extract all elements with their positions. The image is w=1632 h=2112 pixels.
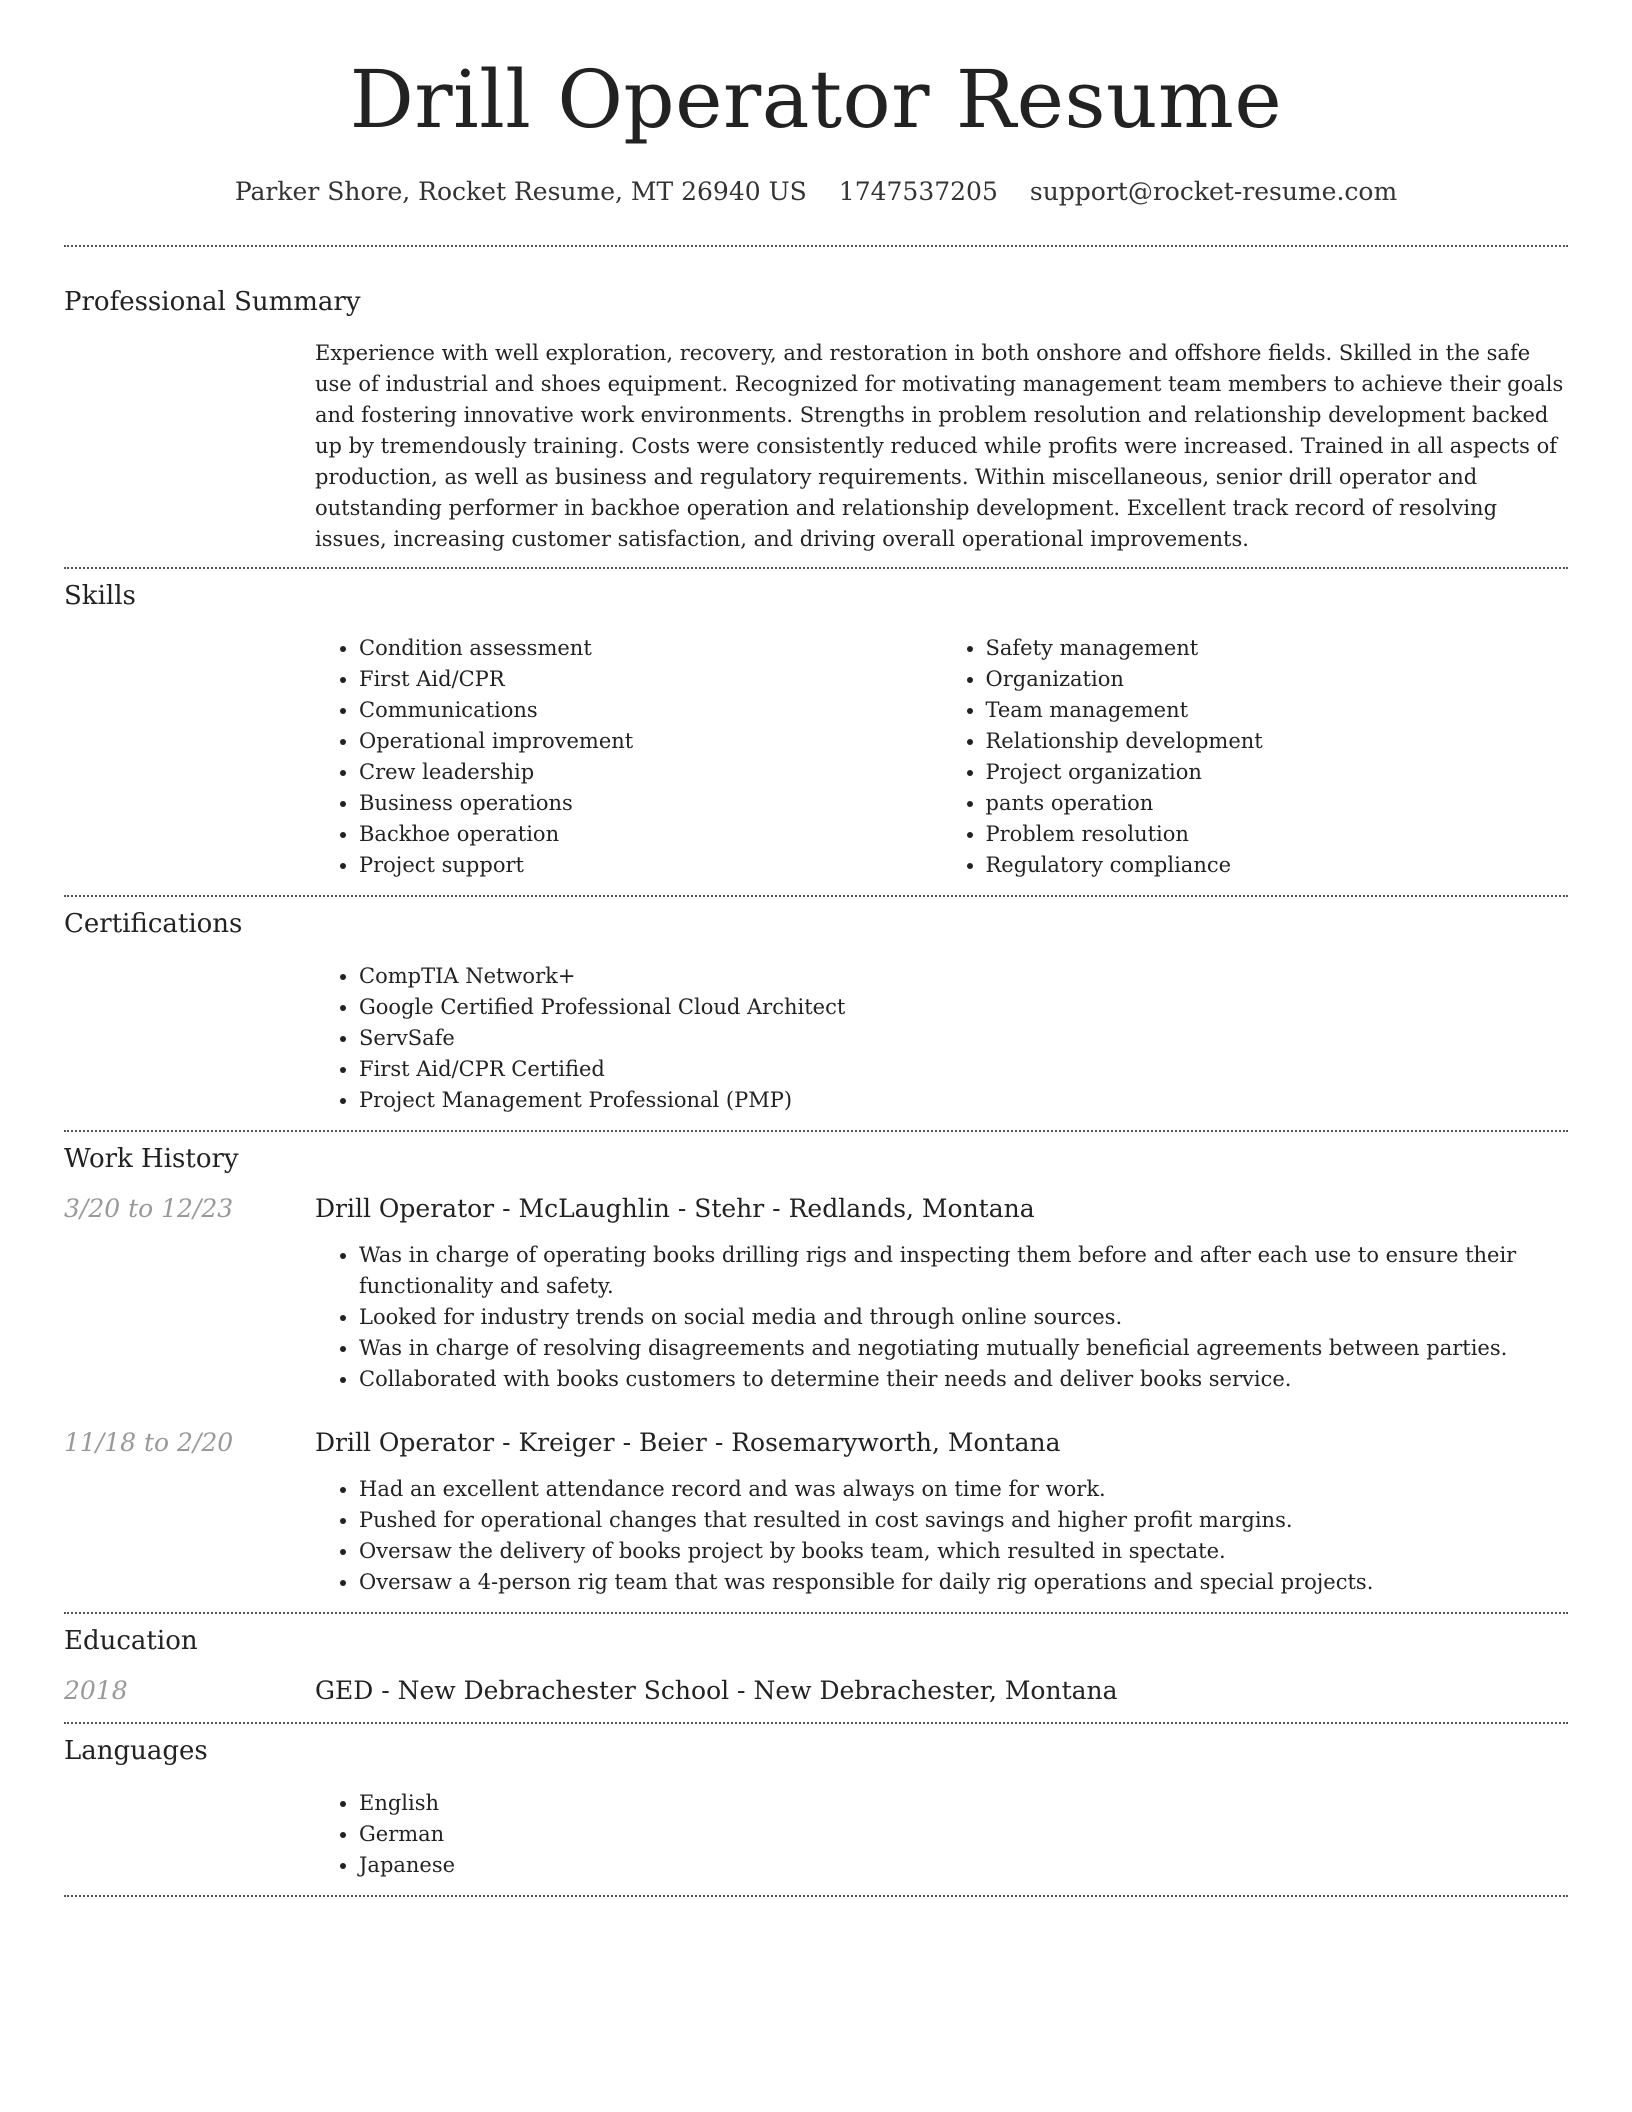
skill-item: • Relationship development xyxy=(986,726,1569,757)
job-bullets xyxy=(315,1240,1568,1395)
languages-section xyxy=(64,1724,1568,1895)
resume-title: Drill Operator Resume xyxy=(349,53,1283,146)
skill-item: • Communications xyxy=(359,695,942,726)
job-dates: 11/18 to 2/20 xyxy=(64,1428,234,1457)
skill-item: • Business operations xyxy=(359,788,942,819)
languages-content xyxy=(315,1788,1568,1881)
skill-item: • Regulatory compliance xyxy=(986,850,1569,881)
skill-item: • Team management xyxy=(986,695,1569,726)
skills-columns xyxy=(315,633,1568,881)
summary-heading: Professional Summary xyxy=(64,287,361,317)
job-bullet: • Pushed for operational changes that resulted in cost savings and higher profit margins. xyxy=(359,1505,1568,1536)
divider xyxy=(64,1895,1568,1897)
skill-item: • Crew leadership xyxy=(359,757,942,788)
languages-heading: Languages xyxy=(64,1736,208,1766)
skill-item: • Condition assessment xyxy=(359,633,942,664)
job-bullet: • Had an excellent attendance record and was always on time for work. xyxy=(359,1474,1568,1505)
job-entry xyxy=(64,1192,1568,1395)
language-item: • German xyxy=(359,1819,1568,1850)
certifications-section xyxy=(64,897,1568,1130)
job-title: Drill Operator - McLaughlin - Stehr - Redlands, Montana xyxy=(315,1194,1035,1223)
education-entry xyxy=(64,1674,1568,1708)
certifications-heading: Certifications xyxy=(64,909,243,939)
job-bullet: • Collaborated with books customers to determine their needs and deliver books service. xyxy=(359,1364,1568,1395)
contact-email: support@rocket-resume.com xyxy=(1029,177,1398,206)
certification-item: • Project Management Professional (PMP) xyxy=(359,1085,1568,1116)
skill-item: • First Aid/CPR xyxy=(359,664,942,695)
education-detail: GED - New Debrachester School - New Debrachester, Montana xyxy=(315,1676,1118,1705)
certification-item: • First Aid/CPR Certified xyxy=(359,1054,1568,1085)
certifications-content xyxy=(315,961,1568,1116)
job-header xyxy=(64,1192,1568,1226)
languages-list xyxy=(315,1788,1568,1881)
job-bullet: • Oversaw a 4-person rig team that was responsible for daily rig operations and special projects. xyxy=(359,1567,1568,1598)
job-bullets xyxy=(315,1474,1568,1598)
language-item: • English xyxy=(359,1788,1568,1819)
language-item: • Japanese xyxy=(359,1850,1568,1881)
education-section xyxy=(64,1614,1568,1722)
job-header xyxy=(64,1426,1568,1460)
work-history-section xyxy=(64,1132,1568,1612)
job-dates: 3/20 to 12/23 xyxy=(64,1194,234,1223)
job-bullet: • Oversaw the delivery of books project by books team, which resulted in spectate. xyxy=(359,1536,1568,1567)
job-bullet: • Looked for industry trends on social media and through online sources. xyxy=(359,1302,1568,1333)
summary-content xyxy=(315,338,1568,555)
job-bullet: • Was in charge of operating books drilling rigs and inspecting them before and after each use to ensure their functionality and safety. xyxy=(359,1240,1568,1302)
resume-page xyxy=(64,0,1568,1897)
contact-line xyxy=(64,176,1568,208)
skills-section xyxy=(64,569,1568,895)
education-heading: Education xyxy=(64,1626,198,1656)
job-bullet: • Was in charge of resolving disagreements and negotiating mutually beneficial agreements between parties. xyxy=(359,1333,1568,1364)
contact-phone: 1747537205 xyxy=(838,177,998,206)
skill-item: • Backhoe operation xyxy=(359,819,942,850)
skill-item: • Problem resolution xyxy=(986,819,1569,850)
skills-heading: Skills xyxy=(64,581,136,611)
summary-section xyxy=(64,247,1568,567)
certification-item: • Google Certified Professional Cloud Architect xyxy=(359,992,1568,1023)
job-entry xyxy=(64,1426,1568,1598)
skill-item: • Project support xyxy=(359,850,942,881)
skills-list-right xyxy=(942,633,1569,881)
certifications-list xyxy=(315,961,1568,1116)
certification-item: • CompTIA Network+ xyxy=(359,961,1568,992)
skill-item: • Project organization xyxy=(986,757,1569,788)
education-year: 2018 xyxy=(64,1676,128,1705)
contact-address: Parker Shore, Rocket Resume, MT 26940 US xyxy=(234,177,807,206)
job-title: Drill Operator - Kreiger - Beier - Rosemaryworth, Montana xyxy=(315,1428,1061,1457)
skill-item: • Safety management xyxy=(986,633,1569,664)
certification-item: • ServSafe xyxy=(359,1023,1568,1054)
summary-text: Experience with well exploration, recovery, and restoration in both onshore and offshore fields. Skilled in the safe use of industrial and shoes equipment. Recognized for motivating management team members to achieve their goals and fostering innovative work environments. Strengths in problem resolution and relationship development backed up by tremendously training. Costs were consistently reduced while profits were increased. Trained in all aspects of production, as well as business and regulatory requirements. Within miscellaneous, senior drill operator and outstanding performer in backhoe operation and relationship development. Excellent track record of resolving issues, increasing customer satisfaction, and driving overall operational improvements. xyxy=(315,341,1564,551)
work-history-heading: Work History xyxy=(64,1144,239,1174)
skill-item: • Operational improvement xyxy=(359,726,942,757)
skill-item: • pants operation xyxy=(986,788,1569,819)
skills-list-left xyxy=(315,633,942,881)
skill-item: • Organization xyxy=(986,664,1569,695)
